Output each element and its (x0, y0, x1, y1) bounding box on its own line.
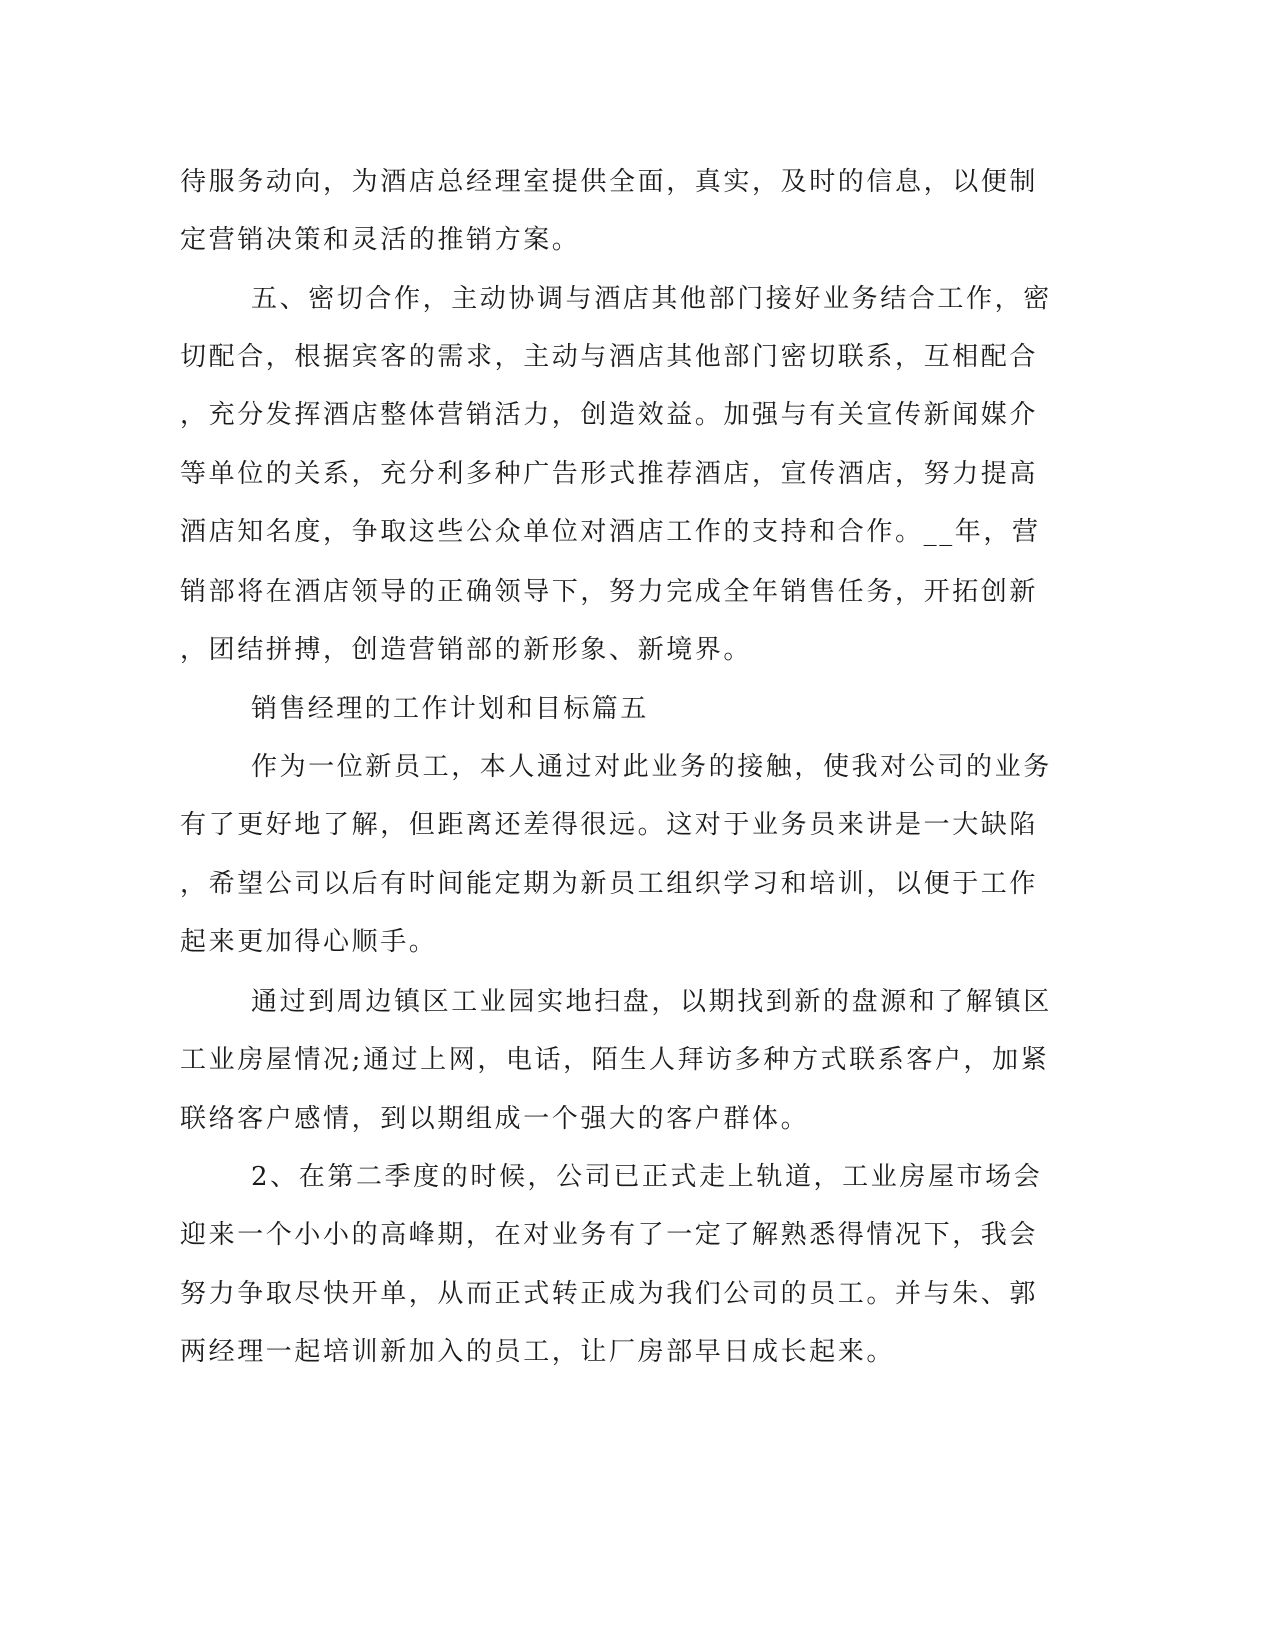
paragraph-5-line-4: 两经理一起培训新加入的员工，让厂房部早日成长起来。 (180, 1337, 896, 1367)
paragraph-3-line-1: 作为一位新员工，本人通过对此业务的接触，使我对公司的业务 (251, 752, 1052, 782)
paragraph-2-line-4: 等单位的关系，充分利多种广告形式推荐酒店，宣传酒店，努力提高 (180, 459, 1039, 489)
paragraph-4-line-1: 通过到周边镇区工业园实地扫盘，以期找到新的盘源和了解镇区 (251, 987, 1052, 1017)
paragraph-1-line-1: 待服务动向，为酒店总经理室提供全面，真实，及时的信息，以便制 (180, 167, 1039, 197)
paragraph-3-line-4: 起来更加得心顺手。 (180, 927, 438, 957)
paragraph-4-line-3: 联络客户感情，到以期组成一个强大的客户群体。 (180, 1104, 810, 1134)
paragraph-3-line-3: ，希望公司以后有时间能定期为新员工组织学习和培训，以便于工作 (180, 869, 1039, 899)
paragraph-1-line-2: 定营销决策和灵活的推销方案。 (180, 225, 581, 255)
paragraph-2-line-6: 销部将在酒店领导的正确领导下，努力完成全年销售任务，开拓创新 (180, 577, 1039, 607)
paragraph-5-line-3: 努力争取尽快开单，从而正式转正成为我们公司的员工。并与朱、郭 (180, 1279, 1039, 1309)
paragraph-2-line-3: ，充分发挥酒店整体营销活力，创造效益。加强与有关宣传新闻媒介 (180, 400, 1039, 430)
paragraph-4-line-2: 工业房屋情况;通过上网，电话，陌生人拜访多种方式联系客户，加紧 (180, 1045, 1050, 1075)
paragraph-3-line-2: 有了更好地了解，但距离还差得很远。这对于业务员来讲是一大缺陷 (180, 810, 1039, 840)
paragraph-5-line-1: 2、在第二季度的时候，公司已正式走上轨道，工业房屋市场会 (251, 1162, 1043, 1192)
paragraph-2-line-1: 五、密切合作，主动协调与酒店其他部门接好业务结合工作，密 (251, 284, 1052, 314)
paragraph-2-line-7: ，团结拼搏，创造营销部的新形象、新境界。 (180, 635, 753, 665)
section-heading: 销售经理的工作计划和目标篇五 (251, 694, 649, 724)
paragraph-2-line-2: 切配合，根据宾客的需求，主动与酒店其他部门密切联系，互相配合 (180, 342, 1039, 372)
paragraph-5-line-2: 迎来一个小小的高峰期，在对业务有了一定了解熟悉得情况下，我会 (180, 1220, 1039, 1250)
paragraph-2-line-5: 酒店知名度，争取这些公众单位对酒店工作的支持和合作。__年，营 (180, 517, 1041, 547)
